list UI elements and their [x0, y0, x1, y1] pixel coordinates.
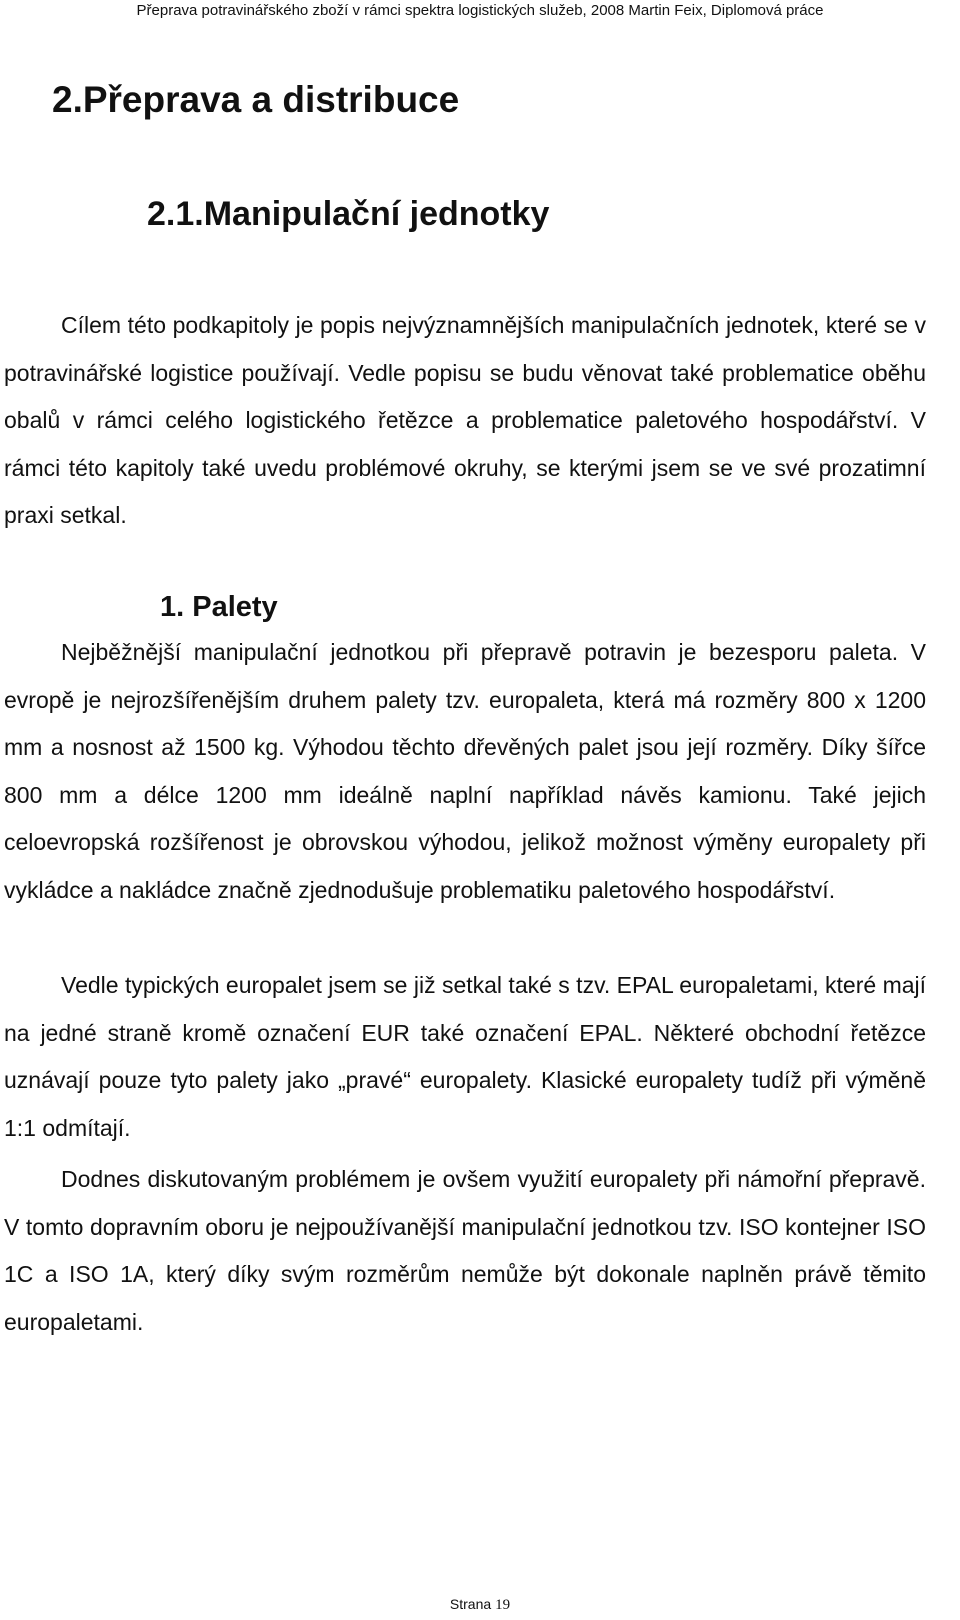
page-label: Strana: [449, 1596, 492, 1612]
chapter-heading: 2.Přeprava a distribuce: [52, 79, 460, 120]
page-number: 19: [495, 1597, 511, 1613]
intro-paragraph: Cílem této podkapitoly je popis nejvýznamnějších manipulačních jednotek, které se v potravinářské logistice používají. Vedle popisu se budu věnovat také problematice oběhu obalů v rámci celého logistického řetězce a problematice paletového hospodářství. V rámci této kapitoly také uvedu problémové okruhy, se kterými jsem se ve své prozatimní praxi setkal.: [4, 312, 926, 528]
subsection-heading: 1. Palety: [160, 591, 278, 623]
page-footer: [0, 1596, 960, 1613]
sea-transport-paragraph: Dodnes diskutovaným problémem je ovšem využití europalety při námořní přepravě. V tomto dopravním oboru je nejpoužívanější manipulační jednotkou tzv. ISO kontejner ISO 1C a ISO 1A, který díky svým rozměrům nemůže být dokonale naplněn právě těmito europaletami.: [4, 1166, 926, 1335]
running-header: Přeprava potravinářského zboží v rámci spektra logistických služeb, 2008 Martin Feix, Diplomová práce: [136, 2, 824, 19]
europallet-paragraph: Nejběžnější manipulační jednotkou při přepravě potravin je bezesporu paleta. V evropě je nejrozšířenějším druhem palety tzv. europaleta, která má rozměry 800 x 1200 mm a nosnost až 1500 kg. Výhodou těchto dřevěných palet jsou její rozměry. Díky šířce 800 mm a délce 1200 mm ideálně naplní například návěs kamionu. Také jejich celoevropská rozšířenost je obrovskou výhodou, jelikož možnost výměny europalety při vykládce a nakládce značně zjednodušuje problematiku paletového hospodářství.: [4, 639, 926, 903]
epal-paragraph: Vedle typických europalet jsem se již setkal také s tzv. EPAL europaletami, které mají na jedné straně kromě označení EUR také označení EPAL. Některé obchodní řetězce uznávají pouze tyto palety jako „pravé“ europalety. Klasické europalety tudíž při výměně 1:1 odmítají.: [4, 972, 927, 1141]
section-heading: 2.1.Manipulační jednotky: [147, 195, 550, 233]
